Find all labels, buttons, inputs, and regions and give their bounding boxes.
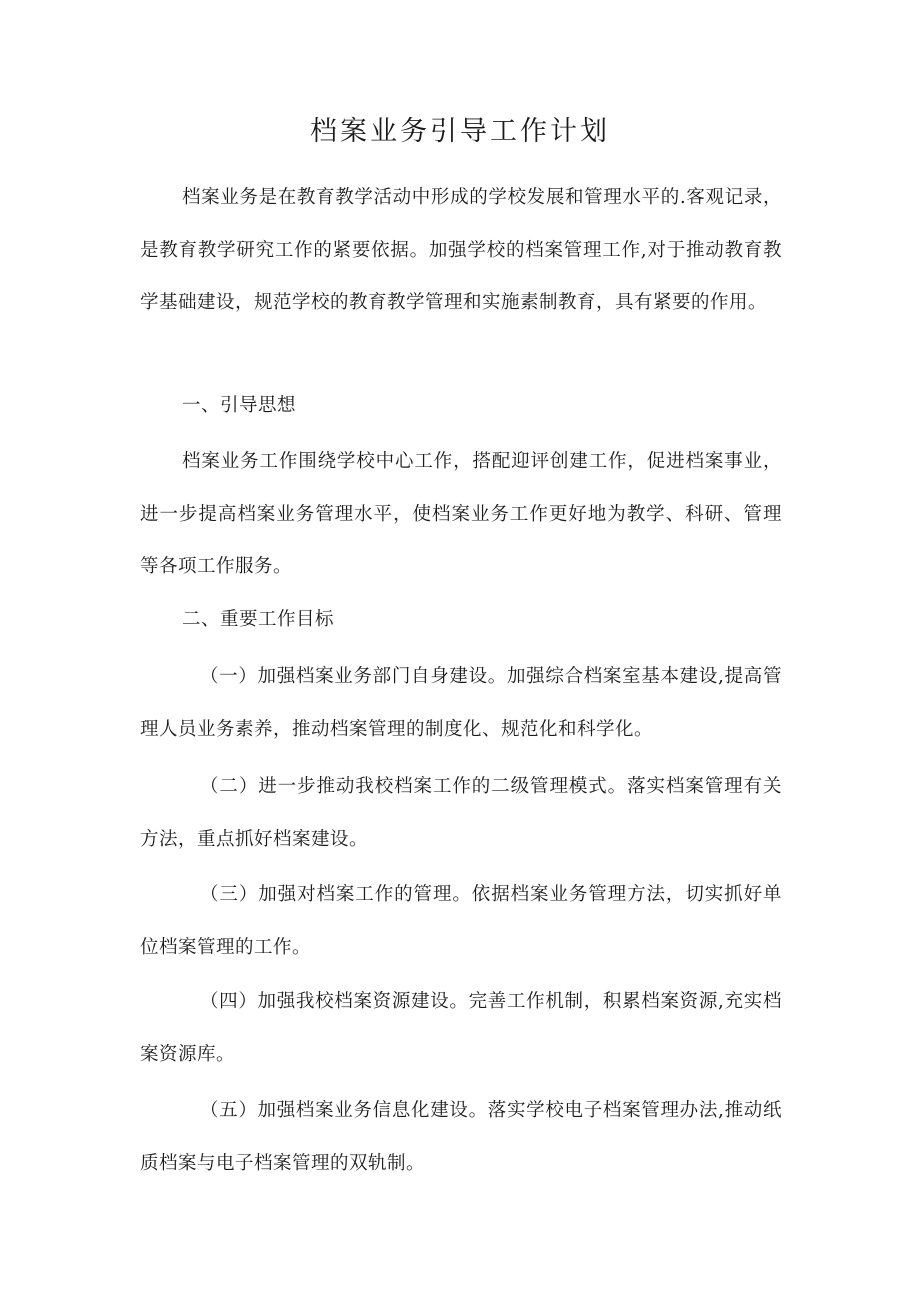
goal-item-2: （二）进一步推动我校档案工作的二级管理模式。落实档案管理有关方法，重点抓好档案建设。 xyxy=(140,776,782,850)
goal-item-5: （五）加强档案业务信息化建设。落实学校电子档案管理办法,推动纸质档案与电子档案管理的双轨制。 xyxy=(140,1100,782,1174)
section-heading-guiding-thought: 一、引导思想 xyxy=(182,395,297,416)
goal-item-3: （三）加强对档案工作的管理。依据档案业务管理方法，切实抓好单位档案管理的工作。 xyxy=(140,884,782,958)
guiding-thought-paragraph: 档案业务工作围绕学校中心工作，搭配迎评创建工作，促进档案事业，进一步提高档案业务管理水平，使档案业务工作更好地为教学、科研、管理等各项工作服务。 xyxy=(140,451,782,577)
document-title: 档案业务引导工作计划 xyxy=(310,116,610,147)
goal-item-4: （四）加强我校档案资源建设。完善工作机制，积累档案资源,充实档案资源库。 xyxy=(140,991,782,1065)
intro-paragraph: 档案业务是在教育教学活动中形成的学校发展和管理水平的.客观记录，是教育教学研究工作的紧要依据。加强学校的档案管理工作,对于推动教育教学基础建设，规范学校的教育教学管理和实施素制教育，具有紧要的作用。 xyxy=(140,187,782,313)
goal-item-1: （一）加强档案业务部门自身建设。加强综合档案室基本建设,提高管理人员业务素养，推动档案管理的制度化、规范化和科学化。 xyxy=(140,666,782,740)
section-heading-main-goals: 二、重要工作目标 xyxy=(182,609,335,630)
